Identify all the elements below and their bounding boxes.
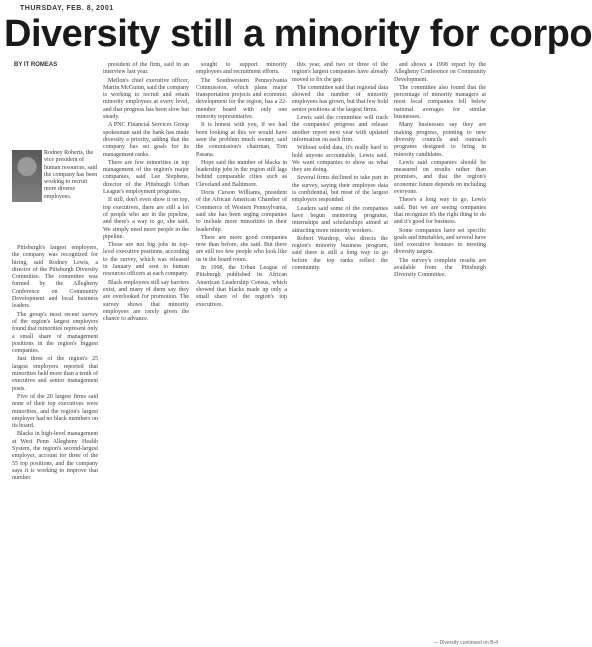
- article-paragraph: Lewis said the committee will track the companies' progress and release another report next year with updated information on each firm.: [292, 115, 388, 143]
- article-paragraph: Robert Wardrop, who directs the region's minority business program, said there is still a long way to go before the top ranks reflect the community.: [292, 235, 388, 272]
- dateline: THURSDAY, FEB. 8, 2001: [20, 5, 114, 12]
- article-paragraph: A PNC Financial Services Group spokesman said the bank has made diversity a priority, adding that the company has set goals for its management ranks.: [103, 122, 189, 158]
- article-paragraph: The survey's complete results are available from the Pittsburgh Diversity Committee.: [394, 257, 486, 279]
- article-column-5: [394, 62, 486, 642]
- article-paragraph: and shows a 1998 report by the Allegheny Conference on Community Development.: [394, 62, 486, 83]
- article-paragraph: There are few minorities in top management of the region's major companies, said Lee Stephens, director of the Pittsburgh Urban League's employment programs.: [103, 159, 189, 196]
- article-paragraph: Mellon's chief executive officer, Martin McGuinn, said the company is working to recruit and retain minority employees at every level, and that progress has been slow but steady.: [103, 77, 189, 121]
- article-paragraph: Blacks in high-level management at West Penn Allegheny Health System, the region's second-largest employer, account for three of the 55 top positions, and the company says it is working to improve that number.: [12, 431, 98, 482]
- article-paragraph: Black employees still say barriers exist, and many of them say they are overlooked for promotion. The survey shows that minority employees are rarely given the chance to advance.: [103, 279, 189, 323]
- article-paragraph: Just three of the region's 25 largest employers reported that minorities held more than a tenth of executive and senior management posts.: [12, 356, 98, 392]
- article-paragraph: The committee said that regional data showed the number of minority employees has grown, but that few hold senior positions at the largest firms.: [292, 84, 388, 113]
- article-paragraph: It is honest with you, if we had been looking at this we would have seen the problem much sooner, said the commission's chairman, Tom Pasana.: [196, 122, 287, 158]
- article-paragraph: Some companies have set specific goals and timetables, and several have tied executive bonuses to meeting diversity targets.: [394, 227, 486, 256]
- article-paragraph: Without solid data, it's really hard to hold anyone accountable, Lewis said. We want companies to show us what they are doing.: [292, 145, 388, 174]
- article-paragraph: Five of the 20 largest firms said none of their top executives were minorities, and the region's largest employer had no black members on its board.: [12, 393, 98, 430]
- article-paragraph: Hope said the number of blacks in leadership jobs in the region still lags behind comparable cities such as Cleveland and Baltimore.: [196, 159, 287, 188]
- article-paragraph: The committee also found that the percentage of minority managers at most local companies fell below national averages for similar businesses.: [394, 84, 486, 121]
- article-paragraph: If still, don't even show it on top, top executives, there are still a lot of people who are in the pipeline, and there's a way to go, she said. We simply need more people in the pipeline.: [103, 197, 189, 240]
- article-paragraph: Lewis said companies should be measured on results rather than promises, and that the region's economic future depends on including everyone.: [394, 159, 486, 196]
- article-paragraph: The group's most recent survey of the region's largest employers found that minorities represent only a small share of management positions in the region's biggest companies.: [12, 311, 98, 355]
- article-paragraph: In 1998, the Urban League of Pittsburgh published its African American Leadership Census, which showed that blacks made up only a small share of the region's top executives.: [196, 265, 287, 308]
- article-paragraph: Many businesses say they are making progress, pointing to new diversity councils and outreach programs designed to bring in minority candidates.: [394, 122, 486, 158]
- article-paragraph: Doris Carson Williams, president of the African American Chamber of Commerce of Western Pennsylvania, said she has been urging companies to include more minorities in their leadership.: [196, 190, 287, 233]
- article-column-1: [12, 245, 98, 640]
- photo-caption: Rodney Roberts, the vice president of human resources, said the company has been working to recruit more diverse employees.: [44, 150, 98, 200]
- article-paragraph: sought to support minority employees and recruitment efforts.: [196, 62, 287, 76]
- article-paragraph: Those are not big jobs in top-level executive positions, according to the survey, which was released in January and sent to human resources officers at each company.: [103, 242, 189, 278]
- article-paragraph: Leaders said some of the companies have begun mentoring programs, internships and scholarships aimed at attracting more minority workers.: [292, 205, 388, 234]
- article-column-3: [196, 62, 287, 642]
- article-paragraph: this year, and two or three of the region's largest companies have already moved to fix the gap.: [292, 62, 388, 83]
- article-paragraph: The Southwestern Pennsylvania Commission, which plans major transportation projects and economic development for the region, has a 22-member board with only one minority representative.: [196, 77, 287, 121]
- article-paragraph: president of the firm, said in an interview last year.: [103, 62, 189, 76]
- article-column-2: [103, 62, 189, 642]
- article-paragraph: There are more good companies now than before, she said. But there are still too few people who look like us in the board room.: [196, 234, 287, 263]
- article-paragraph: Pittsburgh's largest employers, the company was recognized for hiring, said Rodney Lewis, a director of the Pittsburgh Diversity Committee. The committee was formed by the Allegheny Conference on Community Development and local business leaders.: [12, 245, 98, 310]
- headline: Diversity still a minority for corpo: [4, 13, 592, 55]
- headshot-photo: [12, 150, 42, 202]
- article-paragraph: Several firms declined to take part in the survey, saying their employee data is confidential, but most of the largest employers responded.: [292, 175, 388, 204]
- byline: BY IT ROMEAS: [14, 62, 58, 68]
- continuation-note: — Diversity continued on B-4: [433, 640, 498, 646]
- article-paragraph: There's a long way to go, Lewis said. But we are seeing companies that recognize it's the right thing to do and it's good for business.: [394, 197, 486, 226]
- article-column-4: [292, 62, 388, 642]
